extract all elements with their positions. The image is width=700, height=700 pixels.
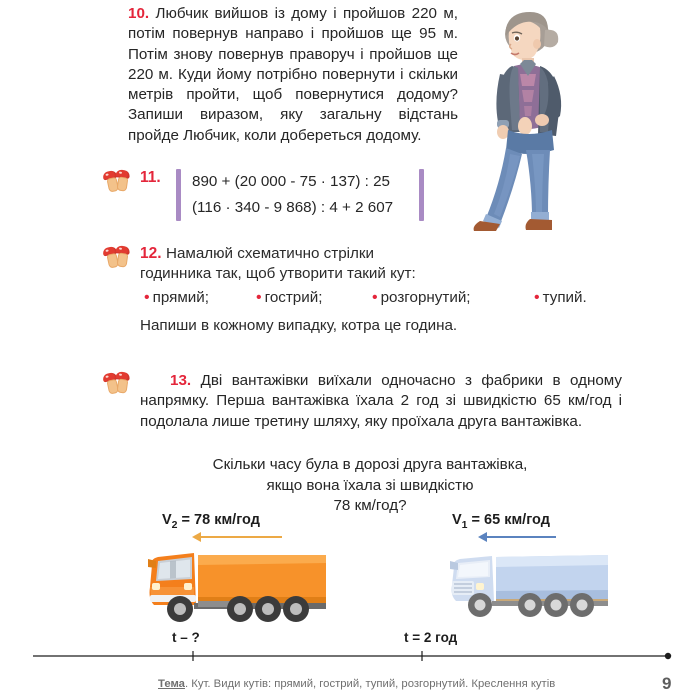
task-13-number: 13. bbox=[170, 372, 192, 389]
speed-label-v2: $V_2 = 78$ км/год bbox=[162, 512, 260, 531]
boy-character-illustration bbox=[470, 4, 590, 234]
page-number: 9 bbox=[662, 674, 672, 693]
trucks-diagram bbox=[0, 508, 700, 658]
expression-2: (116 · 340 - 9 868) : 4 + 2 607 bbox=[192, 199, 394, 216]
mushroom-icon bbox=[104, 371, 134, 393]
task-11-expressions bbox=[192, 169, 418, 221]
task-12-line-2: годинника так, щоб утворити такий кут: bbox=[140, 265, 416, 282]
question-line-2: якщо вона їхала зі швидкістю bbox=[266, 476, 474, 494]
speed-label-v1: $V_1 = 65$ км/год bbox=[452, 512, 550, 531]
bracket-right bbox=[419, 169, 424, 221]
time-label-left: t – ? bbox=[172, 630, 200, 645]
bullet-icon: • bbox=[372, 289, 378, 306]
expression-1: 890 + (20 000 - 75 · 137) : 25 bbox=[192, 173, 390, 190]
number-line bbox=[0, 648, 700, 662]
task-12-number: 12. bbox=[140, 245, 162, 262]
bracket-left bbox=[176, 169, 181, 221]
task-10-text: Любчик вийшов із дому і пройшов 220 м, потім повернув направо і пройшов ще 95 м. Потім знову повернув праворуч і пройшов ще 220 м. Куди йому потрібно повернути і скільки метрів пройти, щоб повернутися додому? Запиши виразом, яку загальну відстань пройде Любчик, коли добереться додому. bbox=[128, 5, 458, 144]
angle-item-pryamyi: • прямий; bbox=[144, 289, 209, 306]
bullet-icon: • bbox=[144, 289, 150, 306]
bullet-icon: • bbox=[534, 289, 540, 306]
bullet-icon: • bbox=[256, 289, 262, 306]
mushroom-icon bbox=[104, 245, 134, 267]
arrow-left-orange-icon bbox=[192, 532, 282, 542]
task-10 bbox=[128, 4, 458, 146]
task-10-number: 10. bbox=[128, 5, 150, 22]
time-label-right: t = 2 год bbox=[404, 630, 458, 645]
question-line-1: Скільки часу була в дорозі друга вантажівка, bbox=[212, 456, 528, 473]
orange-truck-illustration bbox=[140, 543, 336, 626]
angle-item-rozghornutyi: • розгорнутий; bbox=[372, 289, 471, 306]
task-11-number: 11. bbox=[140, 169, 161, 186]
angle-item-tupyi: • тупий. bbox=[534, 289, 587, 306]
task-13-paragraph bbox=[140, 371, 622, 432]
task-12-line-3: Напиши в кожному випадку, котра це година. bbox=[140, 317, 458, 334]
task-12-line-1: Намалюй схематично стрілки bbox=[166, 245, 375, 262]
angle-item-hostryi: • гострий; bbox=[256, 289, 323, 306]
page-footer bbox=[0, 674, 700, 700]
task-10-paragraph bbox=[128, 4, 458, 146]
footer-theme-text: Тема. Кут. Види кутів: прямий, гострий, тупий, розгорнутий. Креслення кутів bbox=[158, 678, 556, 690]
arrow-left-blue-icon bbox=[478, 532, 556, 542]
mushroom-icon bbox=[104, 169, 134, 191]
question-line-3: 78 км/год? bbox=[333, 497, 407, 514]
task-13-text: Дві вантажівки виїхали одночасно з фабрики в одному напрямку. Перша вантажівка їхала 2 год зі швидкістю 65 км/год і подолала лише третину шляху, яку проїхала друга вантажівка. bbox=[140, 372, 622, 430]
blue-truck-illustration bbox=[448, 543, 620, 626]
task-11 bbox=[104, 167, 454, 227]
